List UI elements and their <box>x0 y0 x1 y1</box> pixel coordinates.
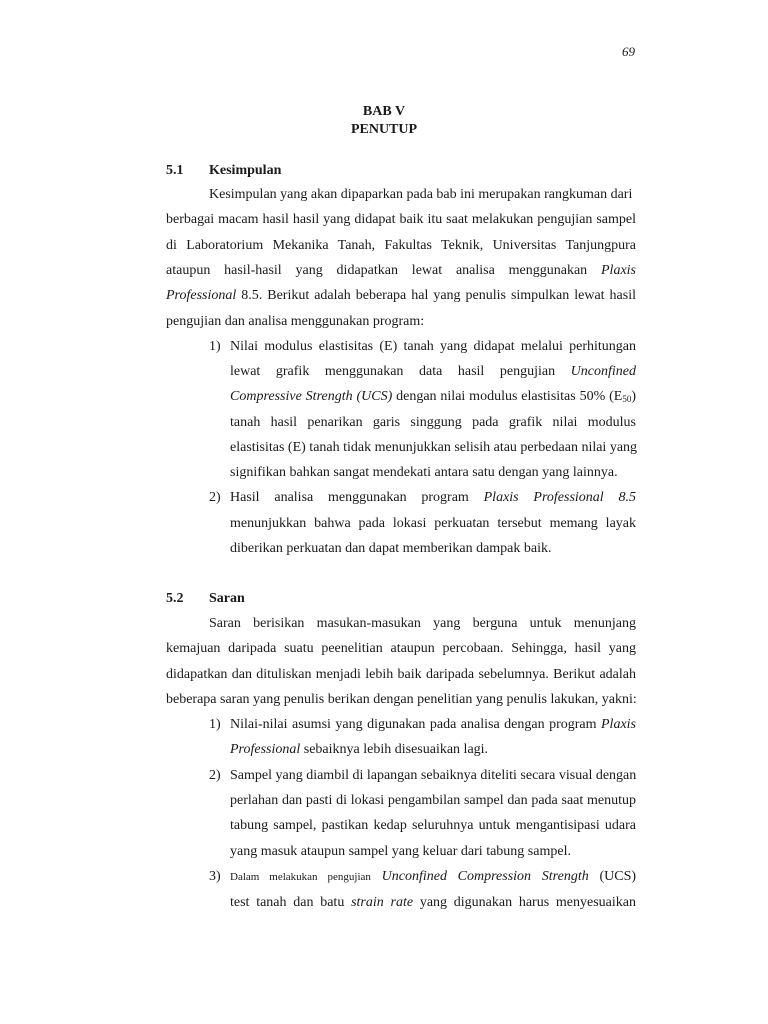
list-item-line: Nilai modulus elastisitas (E) tanah yang didapat melalui perhitungan <box>230 339 636 354</box>
list-item-line <box>230 742 636 758</box>
text-span: ataupun hasil-hasil yang didapatkan lewat analisa menggunakan <box>166 263 588 278</box>
list-item-line <box>230 490 636 506</box>
list-item-line <box>230 389 636 405</box>
list-item-line: diberikan perkuatan dan dapat memberikan dampak baik. <box>230 541 552 556</box>
list-item-line: yang masuk ataupun sampel yang keluar dari tabung sampel. <box>230 844 571 859</box>
list-marker: 1) <box>209 717 221 732</box>
text-span: ) <box>631 389 636 404</box>
list-item-line <box>230 364 636 380</box>
paragraph-line <box>166 263 636 279</box>
section-title: Saran <box>209 591 245 606</box>
italic-text: Plaxis <box>601 263 636 278</box>
italic-text: Unconfined Compression Strength <box>381 869 589 884</box>
list-marker: 2) <box>209 768 221 783</box>
list-item-line: elastisitas (E) tanah tidak menunjukkan selisih atau perbedaan nilai yang <box>230 440 638 455</box>
section-number: 5.1 <box>166 163 184 178</box>
text-span: lewat grafik menggunakan data hasil pengujian <box>230 364 556 379</box>
list-item-line: tabung sampel, pastikan kedap seluruhnya untuk mengantisipasi udara <box>230 818 636 833</box>
paragraph-line <box>166 288 636 304</box>
text-span: dengan nilai modulus elastisitas 50% (E <box>392 389 623 404</box>
italic-text: Plaxis <box>601 717 636 732</box>
list-item-line: menunjukkan bahwa pada lokasi perkuatan tersebut memang layak <box>230 516 636 531</box>
list-item-line: signifikan bahkan sangat mendekati antara satu dengan yang lainnya. <box>230 465 618 480</box>
paragraph-line: beberapa saran yang penulis berikan dengan penelitian yang penulis lakukan, yakni: <box>166 692 637 707</box>
paragraph-line: berbagai macam hasil hasil yang didapat baik itu saat melakukan pengujian sampel <box>166 212 636 227</box>
text-span: sebaiknya lebih disesuaikan lagi. <box>300 742 489 757</box>
section-heading-kesimpulan <box>166 163 281 179</box>
text-span: (UCS) <box>599 869 637 884</box>
chapter-label: BAB V <box>362 104 406 119</box>
text-span: yang digunakan harus menyesuaikan <box>419 895 636 910</box>
paragraph-line: didapatkan dan dituliskan menjadi lebih baik daripada sebelumnya. Berikut adalah <box>166 667 636 682</box>
list-item-line <box>230 869 636 885</box>
italic-text: strain rate <box>351 895 414 910</box>
text-span: 8.5. Berikut adalah beberapa hal yang penulis simpulkan lewat hasil <box>236 288 636 303</box>
italic-text: Plaxis Professional 8.5 <box>483 490 636 505</box>
italic-text: Professional <box>166 288 237 303</box>
text-span: Dalam melakukan pengujian <box>230 871 371 883</box>
italic-text: Professional <box>230 742 301 757</box>
text-span: Nilai-nilai asumsi yang digunakan pada analisa dengan program <box>230 717 597 732</box>
italic-text: Unconfined <box>570 364 636 379</box>
list-item-line <box>230 895 636 911</box>
list-item-line <box>230 717 636 733</box>
text-span: Hasil analisa menggunakan program <box>230 490 469 505</box>
list-marker: 2) <box>209 490 221 505</box>
paragraph-line: Saran berisikan masukan-masukan yang berguna untuk menunjang <box>209 616 636 631</box>
list-marker: 1) <box>209 339 221 354</box>
section-heading-saran <box>166 591 245 607</box>
list-item-line: tanah hasil penarikan garis singgung pada grafik nilai modulus <box>230 415 636 430</box>
page-number: 69 <box>622 44 635 59</box>
chapter-title: PENUTUP <box>350 122 418 137</box>
paragraph-line: kemajuan daripada suatu peenelitian ataupun percobaan. Sehingga, hasil yang <box>166 641 636 656</box>
subscript: 50 <box>622 394 632 404</box>
section-title: Kesimpulan <box>209 163 282 178</box>
list-item-line: perlahan dan pasti di lokasi pengambilan sampel dan pada saat menutup <box>230 793 636 808</box>
section-number: 5.2 <box>166 591 184 606</box>
text-span: test tanah dan batu <box>230 895 345 910</box>
italic-text: Compressive Strength (UCS) <box>230 389 393 404</box>
paragraph-line: Kesimpulan yang akan dipaparkan pada bab ini merupakan rangkuman dari <box>209 187 633 202</box>
paragraph-line: di Laboratorium Mekanika Tanah, Fakultas Teknik, Universitas Tanjungpura <box>166 238 636 253</box>
list-item-line: Sampel yang diambil di lapangan sebaiknya diteliti secara visual dengan <box>230 768 637 783</box>
list-marker: 3) <box>209 869 221 884</box>
paragraph-line: pengujian dan analisa menggunakan program: <box>166 314 425 329</box>
